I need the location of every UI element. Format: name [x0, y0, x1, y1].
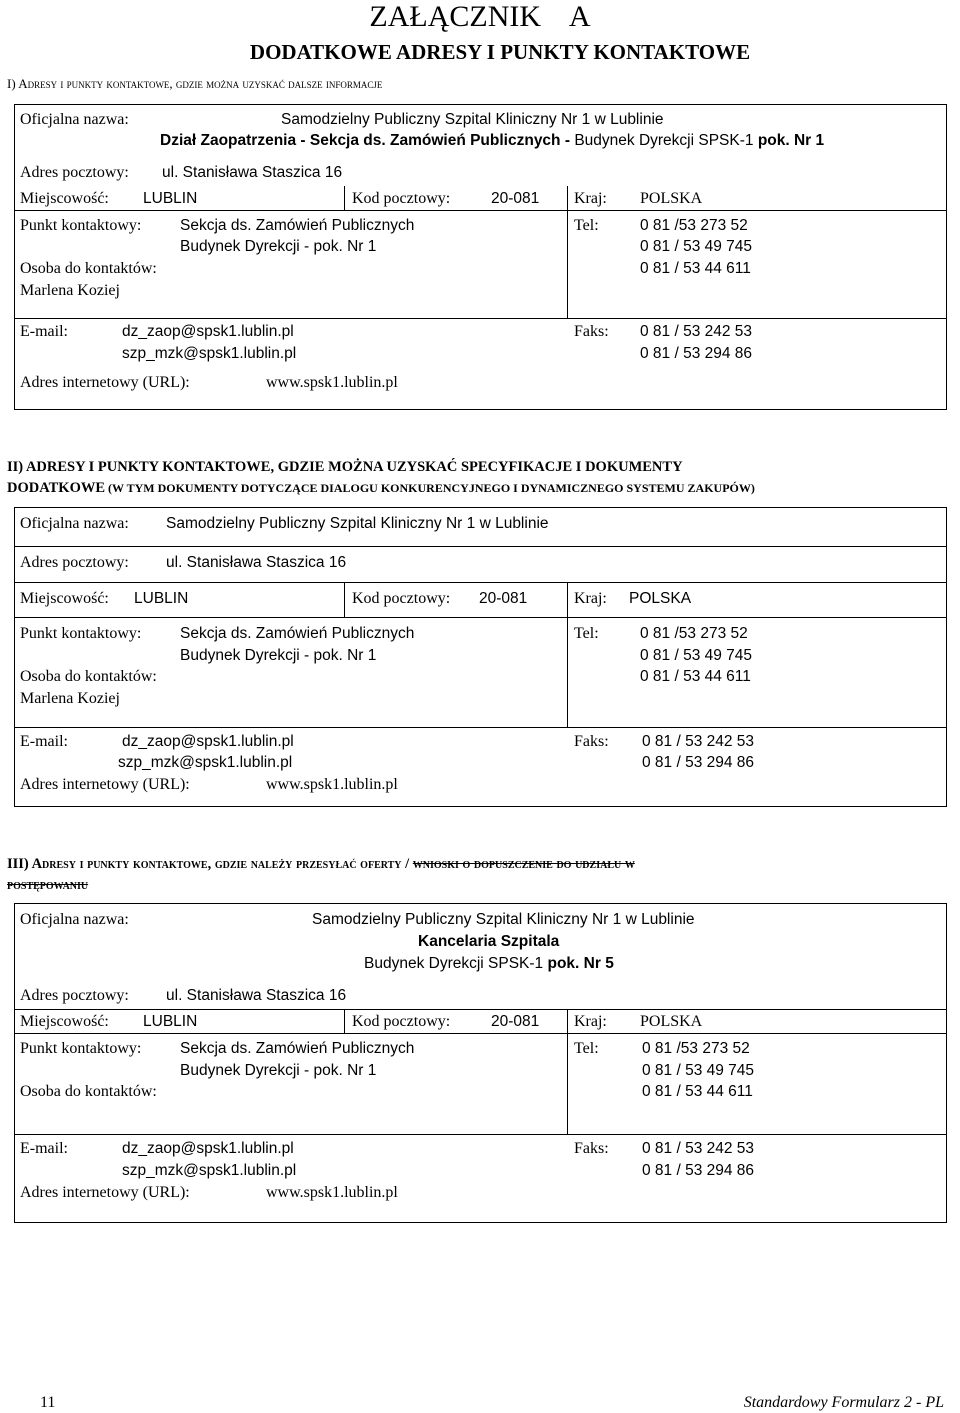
section2-heading — [7, 479, 755, 498]
country-label: Kraj: — [574, 1013, 607, 1030]
department-building: Budynek Dyrekcji SPSK-1 — [574, 132, 758, 149]
url-link[interactable]: www.spsk1.lublin.pl — [266, 374, 398, 391]
contact-point: Budynek Dyrekcji - pok. Nr 1 — [180, 647, 377, 664]
section2-divider — [14, 727, 947, 728]
section1-divider — [567, 210, 568, 318]
contact-person: Marlena Koziej — [20, 282, 120, 299]
url-label: Adres internetowy (URL): — [20, 776, 190, 793]
annex-subtitle: DODATKOWE ADRESY I PUNKTY KONTAKTOWE — [249, 40, 751, 64]
contact-point: Sekcja ds. Zamówień Publicznych — [180, 625, 415, 642]
department-name: Dział Zaopatrzenia - Sekcja ds. Zamówień Publicznych - — [160, 132, 575, 149]
section3-heading — [7, 855, 635, 874]
section3-divider — [567, 1009, 568, 1033]
contact-person-label: Osoba do kontaktów: — [20, 668, 157, 685]
zip-label: Kod pocztowy: — [352, 190, 451, 207]
tel-number: 0 81 / 53 49 745 — [642, 1062, 755, 1079]
zip-label: Kod pocztowy: — [352, 1013, 451, 1030]
official-name-label: Oficjalna nazwa: — [20, 111, 129, 128]
tel-number: 0 81 /53 273 52 — [640, 217, 748, 234]
tel-label: Tel: — [574, 217, 599, 234]
contact-point-label: Punkt kontaktowy: — [20, 217, 142, 234]
country-label: Kraj: — [574, 590, 607, 607]
fax-label: Faks: — [574, 323, 609, 340]
tel-number: 0 81 / 53 44 611 — [642, 1083, 753, 1100]
section3-divider — [14, 1033, 947, 1034]
contact-point: Budynek Dyrekcji - pok. Nr 1 — [180, 1062, 377, 1079]
fax-number: 0 81 / 53 294 86 — [640, 345, 753, 362]
city-label: Miejscowość: — [20, 190, 109, 207]
city: LUBLIN — [143, 1013, 198, 1030]
section3-heading-struck: wnioski o dopuszczenie do udziału w — [412, 856, 635, 872]
zip: 20-081 — [479, 590, 528, 607]
city-label: Miejscowość: — [20, 590, 109, 607]
building-room: pok. Nr 5 — [547, 955, 614, 972]
section2-divider — [567, 617, 568, 727]
official-name: Samodzielny Publiczny Szpital Kliniczny Nr 1 w Lublinie — [312, 911, 695, 928]
section1-divider — [567, 186, 568, 210]
url-label: Adres internetowy (URL): — [20, 374, 190, 391]
country: POLSKA — [640, 190, 703, 207]
contact-person: Marlena Koziej — [20, 690, 120, 707]
annex-title — [0, 0, 960, 34]
city: LUBLIN — [134, 590, 189, 607]
building-name: Budynek Dyrekcji SPSK-1 — [364, 955, 548, 972]
contact-point: Budynek Dyrekcji - pok. Nr 1 — [180, 238, 377, 255]
form-name: Standardowy Formularz 2 - PL — [743, 1394, 944, 1411]
section2-divider — [14, 617, 947, 618]
tel-number: 0 81 / 53 44 611 — [640, 668, 751, 685]
contact-point: Sekcja ds. Zamówień Publicznych — [180, 1040, 415, 1057]
contact-point: Sekcja ds. Zamówień Publicznych — [180, 217, 415, 234]
section3-heading-main: III) Adresy i punkty kontaktowe, gdzie należy przesyłać oferty / — [7, 856, 413, 872]
tel-number: 0 81 / 53 49 745 — [640, 647, 753, 664]
zip: 20-081 — [491, 190, 540, 207]
postal-address: ul. Stanisława Staszica 16 — [166, 554, 347, 571]
postal-label: Adres pocztowy: — [20, 164, 129, 181]
fax-number: 0 81 / 53 242 53 — [642, 733, 755, 750]
email-link[interactable]: dz_zaop@spsk1.lublin.pl — [122, 323, 294, 340]
section3-divider — [14, 1009, 947, 1010]
section1-heading: I) Adresy i punkty kontaktowe, gdzie można uzyskać dalsze informacje — [7, 76, 383, 91]
department — [160, 131, 824, 151]
email-link[interactable]: dz_zaop@spsk1.lublin.pl — [122, 1140, 294, 1157]
section3-divider — [14, 1134, 947, 1135]
tel-number: 0 81 / 53 49 745 — [640, 238, 753, 255]
tel-number: 0 81 / 53 44 611 — [640, 260, 751, 277]
official-name-building — [364, 954, 614, 974]
url-label: Adres internetowy (URL): — [20, 1184, 190, 1201]
fax-number: 0 81 / 53 294 86 — [642, 754, 755, 771]
official-name-office: Kancelaria Szpitala — [418, 933, 560, 950]
tel-label: Tel: — [574, 625, 599, 642]
section1-divider — [14, 318, 947, 319]
fax-number: 0 81 / 53 294 86 — [642, 1162, 755, 1179]
section3-divider — [567, 1033, 568, 1134]
section2-heading-main: DODATKOWE — [7, 480, 106, 496]
fax-label: Faks: — [574, 1140, 609, 1157]
department-room: pok. Nr 1 — [757, 132, 825, 149]
section2-divider — [14, 582, 947, 583]
postal-address: ul. Stanisława Staszica 16 — [166, 987, 347, 1004]
official-name-label: Oficjalna nazwa: — [20, 515, 129, 532]
postal-label: Adres pocztowy: — [20, 554, 129, 571]
official-name-label: Oficjalna nazwa: — [20, 911, 129, 928]
contact-person-label: Osoba do kontaktów: — [20, 260, 157, 277]
contact-point-label: Punkt kontaktowy: — [20, 1040, 142, 1057]
section2-divider — [14, 546, 947, 547]
fax-number: 0 81 / 53 242 53 — [642, 1140, 755, 1157]
email-label: E-mail: — [20, 1140, 68, 1157]
email-link[interactable]: szp_mzk@spsk1.lublin.pl — [122, 1162, 297, 1179]
city: LUBLIN — [143, 190, 198, 207]
section3-heading: postępowaniu — [7, 877, 89, 893]
section1-divider — [14, 210, 947, 211]
email-link[interactable]: szp_mzk@spsk1.lublin.pl — [122, 345, 297, 362]
postal-address: ul. Stanisława Staszica 16 — [162, 164, 343, 181]
section2-heading-note: (W TYM DOKUMENTY DOTYCZĄCE DIALOGU KONKURENCYJNEGO I DYNAMICZNEGO SYSTEMU ZAKUPÓW) — [105, 481, 755, 495]
section1-divider — [344, 186, 345, 210]
url-link[interactable]: www.spsk1.lublin.pl — [266, 776, 398, 793]
tel-number: 0 81 /53 273 52 — [642, 1040, 750, 1057]
url-link[interactable]: www.spsk1.lublin.pl — [266, 1184, 398, 1201]
email-label: E-mail: — [20, 733, 68, 750]
zip-label: Kod pocztowy: — [352, 590, 451, 607]
section3-divider — [344, 1009, 345, 1033]
email-label: E-mail: — [20, 323, 68, 340]
city-label: Miejscowość: — [20, 1013, 109, 1030]
postal-label: Adres pocztowy: — [20, 987, 129, 1004]
zip: 20-081 — [491, 1013, 540, 1030]
section2-heading: II) ADRESY I PUNKTY KONTAKTOWE, GDZIE MOŻNA UZYSKAĆ SPECYFIKACJE I DOKUMENTY — [7, 459, 683, 475]
section2-divider — [344, 582, 345, 617]
country: POLSKA — [640, 1013, 703, 1030]
official-name: Samodzielny Publiczny Szpital Kliniczny Nr 1 w Lublinie — [281, 111, 664, 128]
fax-label: Faks: — [574, 733, 609, 750]
tel-number: 0 81 /53 273 52 — [640, 625, 748, 642]
contact-point-label: Punkt kontaktowy: — [20, 625, 142, 642]
fax-number: 0 81 / 53 242 53 — [640, 323, 753, 340]
page-number: 11 — [40, 1394, 56, 1411]
section2-divider — [567, 582, 568, 617]
email-link[interactable]: dz_zaop@spsk1.lublin.pl — [122, 733, 294, 750]
email-link[interactable]: szp_mzk@spsk1.lublin.pl — [118, 754, 293, 771]
official-name: Samodzielny Publiczny Szpital Kliniczny Nr 1 w Lublinie — [166, 515, 549, 532]
annex-title-text: ZAŁĄCZNIK A — [369, 0, 591, 33]
country: POLSKA — [629, 590, 692, 607]
contact-person-label: Osoba do kontaktów: — [20, 1083, 157, 1100]
tel-label: Tel: — [574, 1040, 599, 1057]
country-label: Kraj: — [574, 190, 607, 207]
